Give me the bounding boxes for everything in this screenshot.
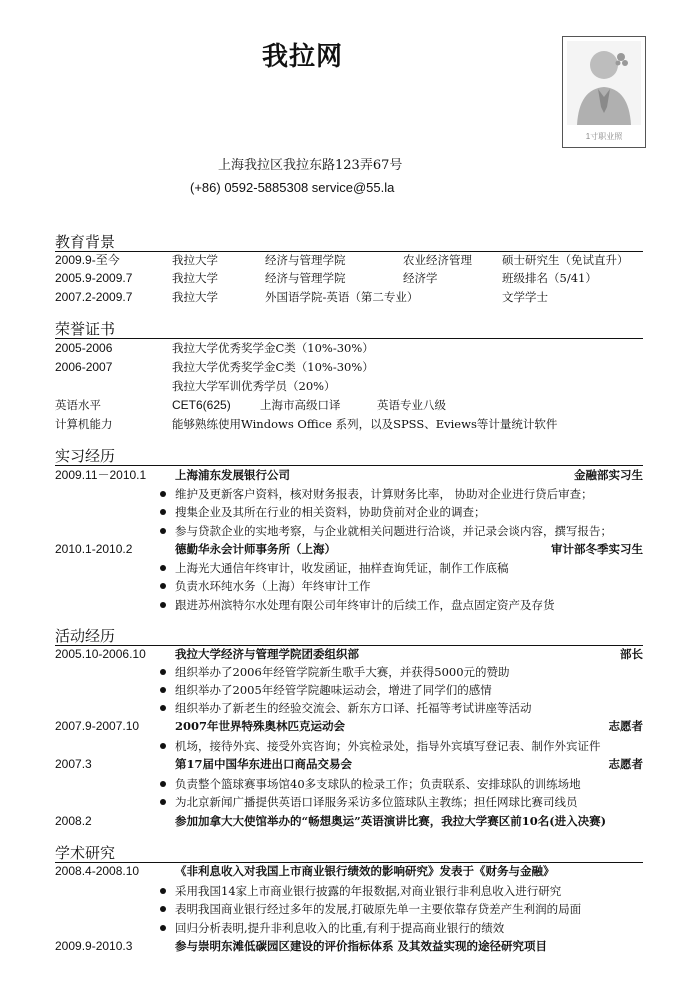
bullet-text: 采用我国14家上市商业银行披露的年报数据,对商业银行非利息收入进行研究 — [175, 884, 562, 898]
honor-date: 2006-2007 — [55, 360, 113, 374]
bullet-text: 组织举办了2005年经管学院趣味运动会，增进了同学们的感情 — [175, 683, 492, 697]
activity-bullet — [0, 793, 700, 811]
research-title: 参与崇明东滩低碳园区建设的评价指标体系 及其效益实现的途径研究项目 — [175, 939, 547, 953]
bullet-icon — [160, 705, 166, 711]
bullet-text: 组织举办了新老生的经验交流会、新东方口译、托福等考试讲座等活动 — [175, 701, 532, 715]
computer-text: 能够熟练使用Windows Office 系列，以及SPSS、Eviews等计量统计软件 — [172, 417, 558, 431]
education-major: 农业经济管理 — [403, 253, 472, 267]
activity-org: 我拉大学经济与管理学院团委组织部 — [175, 647, 359, 661]
address: 上海我拉区我拉东路123弄67号 — [218, 158, 403, 173]
activity-bullet — [0, 775, 700, 793]
english-item: 上海市高级口译 — [260, 398, 341, 412]
activity-date: 2005.10-2006.10 — [55, 647, 146, 661]
resume-name: 我拉网 — [262, 42, 344, 72]
activity-date: 2007.3 — [55, 757, 92, 771]
activity-bullet — [0, 699, 700, 717]
education-row — [0, 288, 700, 306]
honor-row — [0, 377, 700, 395]
job-role: 金融部实习生 — [574, 468, 643, 482]
education-date: 2007.2-2009.7 — [55, 290, 133, 304]
bullet-text: 机场，接待外宾、接受外宾咨询；外宾检录处，指导外宾填写登记表、制作外宾证件 — [175, 739, 601, 753]
bullet-icon — [160, 925, 166, 931]
education-date: 2009.9-至今 — [55, 253, 120, 267]
english-level-row — [0, 396, 700, 414]
bullet-icon — [160, 687, 166, 693]
photo-placeholder — [562, 36, 646, 148]
research-header — [0, 937, 700, 955]
bullet-text: 维护及更新客户资料，核对财务报表，计算财务比率， 协助对企业进行贷后审查； — [175, 487, 593, 501]
bullet-text: 负责水环纯水务（上海）年终审计工作 — [175, 579, 371, 593]
activity-header — [0, 645, 700, 663]
bullet-icon — [160, 565, 166, 571]
activity-role: 志愿者 — [608, 757, 643, 771]
section-title-education: 教育背景 — [55, 233, 116, 251]
job-bullet — [0, 503, 700, 521]
research-bullet — [0, 882, 700, 900]
honor-row — [0, 358, 700, 376]
bullet-text: 负责整个篮球赛事场馆40多支球队的检录工作；负责联系、安排球队的训练场地 — [175, 777, 581, 791]
activity-bullet — [0, 737, 700, 755]
education-college: 经济与管理学院 — [265, 271, 346, 285]
activity-header — [0, 755, 700, 773]
education-degree: 硕士研究生（免试直升） — [502, 253, 629, 267]
bullet-text: 回归分析表明,提升非利息收入的比重,有利于提高商业银行的绩效 — [175, 921, 505, 935]
education-college: 外国语学院-英语（第二专业） — [265, 290, 419, 304]
job-role: 审计部冬季实习生 — [551, 542, 643, 556]
bullet-icon — [160, 799, 166, 805]
job-bullet — [0, 577, 700, 595]
bullet-text: 跟进苏州滨特尔水处理有限公司年终审计的后续工作，盘点固定资产及存货 — [175, 598, 555, 612]
activity-header — [0, 812, 700, 830]
research-bullet — [0, 919, 700, 937]
bullet-text: 表明我国商业银行经过多年的发展,打破原先单一主要依靠存贷差产生利润的局面 — [175, 902, 582, 916]
section-title-honors: 荣誉证书 — [55, 320, 116, 338]
job-header — [0, 466, 700, 484]
education-degree: 文学学士 — [502, 290, 548, 304]
english-label: 英语水平 — [55, 398, 101, 412]
activity-header — [0, 717, 700, 735]
honor-text: 我拉大学优秀奖学金C类（10%-30%） — [172, 341, 374, 355]
activity-org: 2007年世界特殊奥林匹克运动会 — [175, 719, 346, 733]
activity-bullet — [0, 681, 700, 699]
research-date: 2009.9-2010.3 — [55, 939, 133, 953]
bullet-icon — [160, 583, 166, 589]
job-bullet — [0, 559, 700, 577]
bullet-icon — [160, 743, 166, 749]
bullet-text: 组织举办了2006年经管学院新生歌手大赛，并获得5000元的赞助 — [175, 665, 510, 679]
job-org: 上海浦东发展银行公司 — [175, 468, 290, 482]
activity-role: 部长 — [620, 647, 643, 661]
bullet-icon — [160, 781, 166, 787]
bullet-text: 上海光大通信年终审计，收发函证，抽样查询凭证，制作工作底稿 — [175, 561, 509, 575]
job-bullet — [0, 522, 700, 540]
bullet-icon — [160, 602, 166, 608]
job-org: 德勤华永会计师事务所（上海） — [175, 542, 336, 556]
research-bullet — [0, 900, 700, 918]
activity-bullet — [0, 663, 700, 681]
computer-label: 计算机能力 — [55, 417, 113, 431]
honor-text: 我拉大学优秀奖学金C类（10%-30%） — [172, 360, 374, 374]
job-bullet — [0, 485, 700, 503]
photo-caption: 1寸职业照 — [585, 132, 623, 141]
honor-text: 我拉大学军训优秀学员（20%） — [172, 379, 336, 393]
bullet-icon — [160, 906, 166, 912]
job-date: 2010.1-2010.2 — [55, 542, 133, 556]
activity-role: 志愿者 — [608, 719, 643, 733]
research-title: 《非利息收入对我国上市商业银行绩效的影响研究》发表于《财务与金融》 — [175, 864, 555, 878]
english-item: CET6(625) — [172, 398, 231, 412]
education-school: 我拉大学 — [172, 271, 218, 285]
job-bullet — [0, 596, 700, 614]
section-title-research: 学术研究 — [55, 844, 116, 862]
activity-date: 2007.9-2007.10 — [55, 719, 140, 733]
bullet-icon — [160, 888, 166, 894]
education-college: 经济与管理学院 — [265, 253, 346, 267]
computer-skill-row — [0, 415, 700, 433]
activity-org: 第17届中国华东进出口商品交易会 — [175, 757, 353, 771]
activity-date: 2008.2 — [55, 814, 92, 828]
bullet-icon — [160, 528, 166, 534]
education-row — [0, 269, 700, 287]
honor-row — [0, 339, 700, 357]
education-school: 我拉大学 — [172, 253, 218, 267]
section-title-internship: 实习经历 — [55, 447, 116, 465]
education-school: 我拉大学 — [172, 290, 218, 304]
education-date: 2005.9-2009.7 — [55, 271, 133, 285]
contact-info: (+86) 0592-5885308 service@55.la — [190, 180, 395, 195]
bullet-text: 为北京新闻广播提供英语口译服务采访多位篮球队主教练；担任网球比赛司线员 — [175, 795, 578, 809]
education-row — [0, 251, 700, 269]
job-date: 2009.11－2010.1 — [55, 468, 147, 482]
bullet-icon — [160, 491, 166, 497]
research-date: 2008.4-2008.10 — [55, 864, 140, 878]
job-header — [0, 540, 700, 558]
research-header — [0, 862, 700, 880]
bullet-text: 搜集企业及其所在行业的相关资料，协助贷前对企业的调查； — [175, 505, 486, 519]
section-title-activities: 活动经历 — [55, 627, 116, 645]
education-degree: 班级排名（5/41） — [502, 271, 597, 285]
english-item: 英语专业八级 — [377, 398, 446, 412]
bullet-text: 参与贷款企业的实地考察，与企业就相关问题进行洽谈，并记录会谈内容，撰写报告； — [175, 524, 612, 538]
activity-org: 参加加拿大大使馆举办的“畅想奥运”英语演讲比赛，我拉大学赛区前10名(进入决赛) — [175, 814, 607, 828]
honor-date: 2005-2006 — [55, 341, 113, 355]
education-major: 经济学 — [403, 271, 438, 285]
bullet-icon — [160, 509, 166, 515]
bullet-icon — [160, 669, 166, 675]
